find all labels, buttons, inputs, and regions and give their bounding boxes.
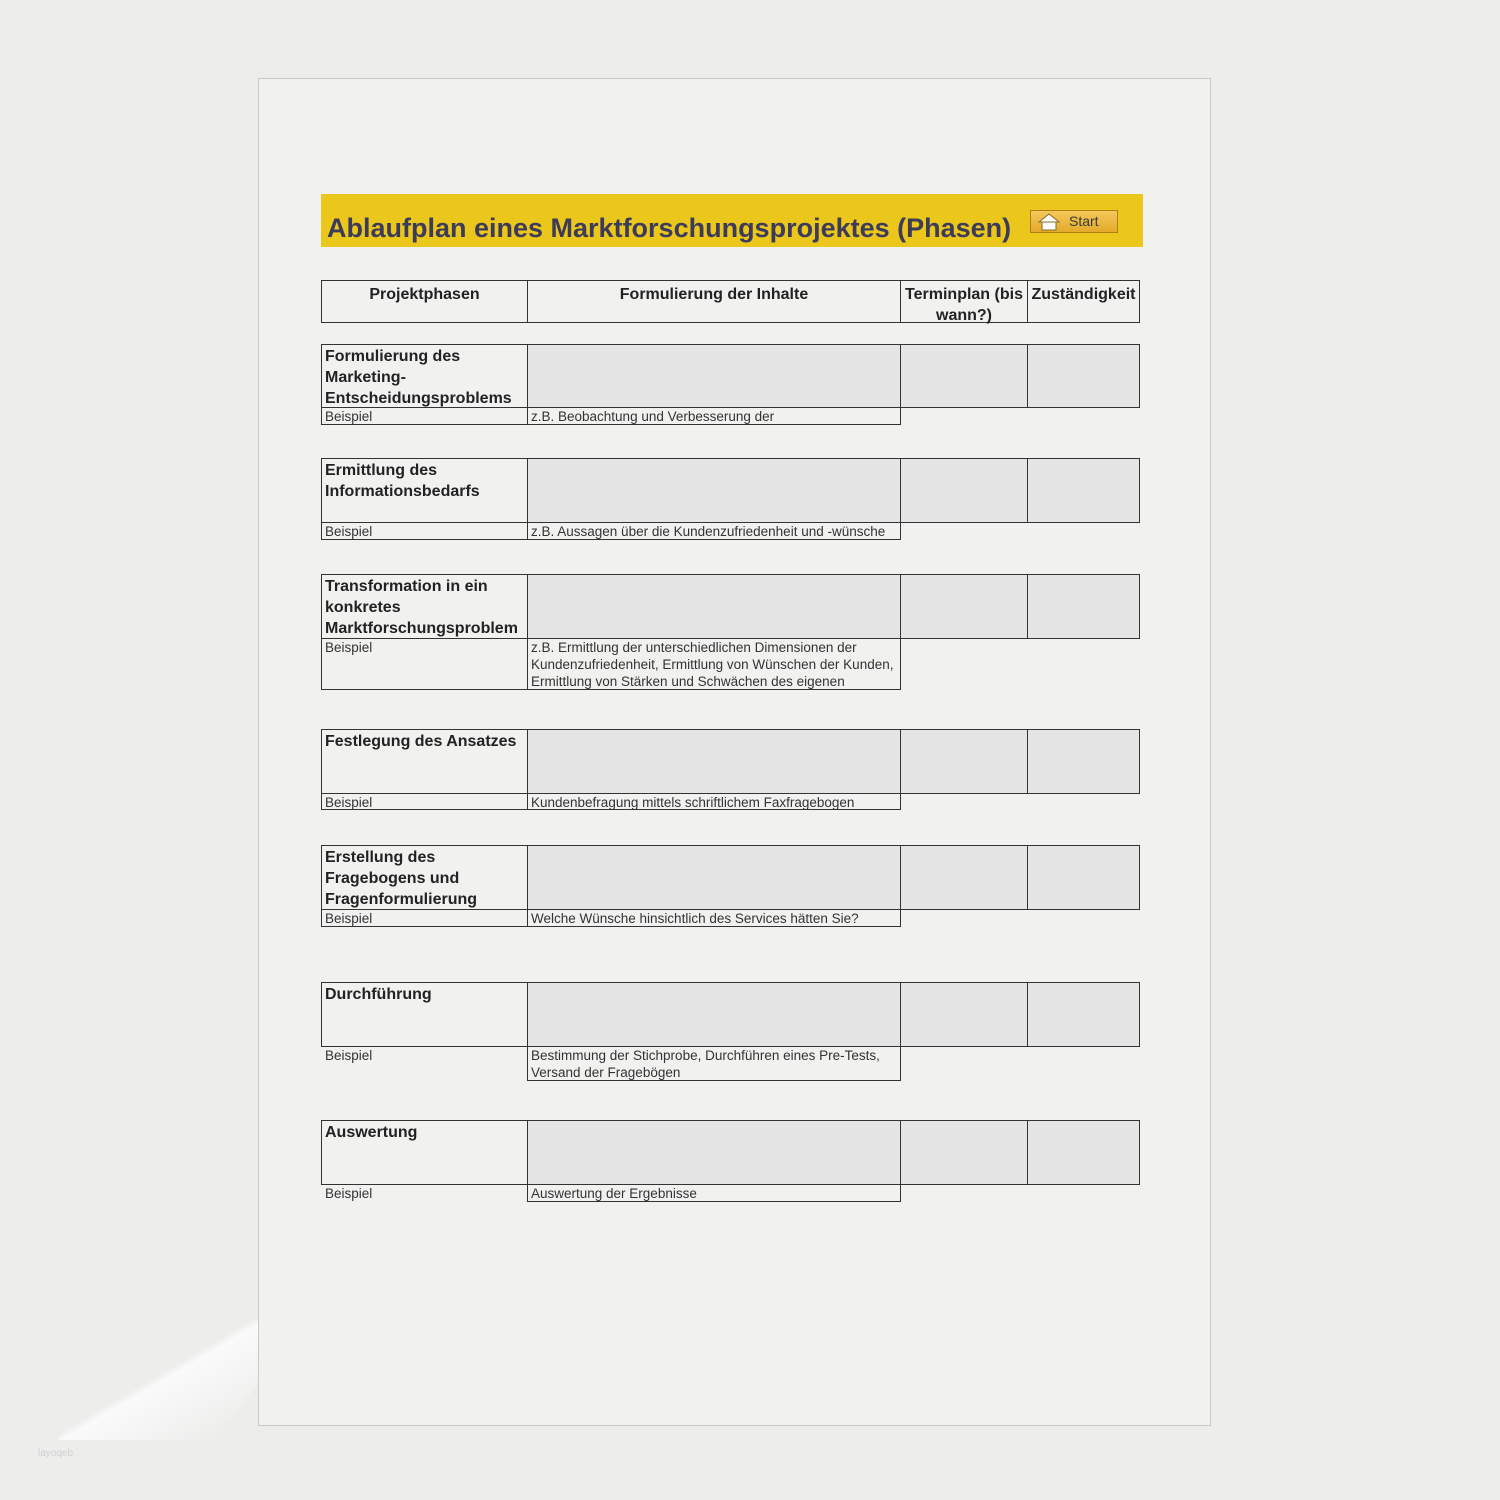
title-bar bbox=[321, 194, 1143, 247]
example-text: Welche Wünsche hinsichtlich des Services hätten Sie? bbox=[527, 909, 901, 927]
phase-name: Festlegung des Ansatzes bbox=[321, 729, 528, 794]
example-text: Auswertung der Ergebnisse bbox=[527, 1184, 901, 1202]
schedule-input-cell[interactable] bbox=[900, 845, 1028, 910]
responsibility-input-cell[interactable] bbox=[1027, 1120, 1140, 1185]
start-button[interactable] bbox=[1030, 210, 1118, 233]
responsibility-input-cell[interactable] bbox=[1027, 845, 1140, 910]
responsibility-input-cell[interactable] bbox=[1027, 729, 1140, 794]
example-label: Beispiel bbox=[325, 1186, 373, 1201]
responsibility-input-cell[interactable] bbox=[1027, 574, 1140, 639]
schedule-input-cell[interactable] bbox=[900, 729, 1028, 794]
home-icon bbox=[1037, 213, 1061, 231]
example-text: z.B. Beobachtung und Verbesserung der bbox=[527, 407, 901, 425]
example-text: Bestimmung der Stichprobe, Durchführen eines Pre-Tests, Versand der Fragebögen bbox=[527, 1046, 901, 1081]
phase-name: Auswertung bbox=[321, 1120, 528, 1185]
example-label: Beispiel bbox=[321, 638, 528, 690]
phase-name: Transformation in ein konkretes Marktforschungsproblem bbox=[321, 574, 528, 639]
example-label: Beispiel bbox=[321, 407, 528, 425]
example-label: Beispiel bbox=[321, 522, 528, 540]
example-text: Kundenbefragung mittels schriftlichem Faxfragebogen bbox=[527, 793, 901, 810]
phase-name: Durchführung bbox=[321, 982, 528, 1047]
start-button-label: Start bbox=[1069, 213, 1099, 229]
header-phases: Projektphasen bbox=[321, 280, 528, 323]
content-input-cell[interactable] bbox=[527, 344, 901, 408]
phase-block bbox=[321, 729, 1140, 810]
header-responsibility: Zuständigkeit bbox=[1027, 280, 1140, 323]
header-schedule: Terminplan (bis wann?) bbox=[900, 280, 1028, 323]
page-title: Ablaufplan eines Marktforschungsprojektes (Phasen) bbox=[327, 213, 1012, 243]
phase-name: Ermittlung des Informationsbedarfs bbox=[321, 458, 528, 523]
header-content: Formulierung der Inhalte bbox=[527, 280, 901, 323]
phase-block bbox=[321, 344, 1140, 425]
responsibility-input-cell[interactable] bbox=[1027, 458, 1140, 523]
phase-name: Formulierung des Marketing-Entscheidungsproblems bbox=[321, 344, 528, 408]
phase-block bbox=[321, 982, 1140, 1081]
schedule-input-cell[interactable] bbox=[900, 574, 1028, 639]
phase-name: Erstellung des Fragebogens und Fragenformulierung bbox=[321, 845, 528, 910]
content-input-cell[interactable] bbox=[527, 574, 901, 639]
content-input-cell[interactable] bbox=[527, 845, 901, 910]
table-header bbox=[321, 280, 1140, 323]
content-input-cell[interactable] bbox=[527, 729, 901, 794]
responsibility-input-cell[interactable] bbox=[1027, 982, 1140, 1047]
phase-block bbox=[321, 845, 1140, 927]
schedule-input-cell[interactable] bbox=[900, 1120, 1028, 1185]
example-label: Beispiel bbox=[325, 1048, 373, 1063]
content-input-cell[interactable] bbox=[527, 1120, 901, 1185]
schedule-input-cell[interactable] bbox=[900, 344, 1028, 408]
phase-block bbox=[321, 458, 1140, 540]
content-input-cell[interactable] bbox=[527, 458, 901, 523]
example-text: z.B. Ermittlung der unterschiedlichen Dimensionen der Kundenzufriedenheit, Ermittlung von Wünschen der Kunden, Ermittlung von Stärken und Schwächen des eigenen bbox=[527, 638, 901, 690]
content-input-cell[interactable] bbox=[527, 982, 901, 1047]
schedule-input-cell[interactable] bbox=[900, 458, 1028, 523]
example-text: z.B. Aussagen über die Kundenzufriedenheit und -wünsche bbox=[527, 522, 901, 540]
phase-block bbox=[321, 1120, 1140, 1202]
watermark: layoqeb bbox=[38, 1448, 74, 1459]
example-label: Beispiel bbox=[321, 909, 528, 927]
phase-block bbox=[321, 574, 1140, 690]
example-label: Beispiel bbox=[321, 793, 528, 810]
responsibility-input-cell[interactable] bbox=[1027, 344, 1140, 408]
schedule-input-cell[interactable] bbox=[900, 982, 1028, 1047]
